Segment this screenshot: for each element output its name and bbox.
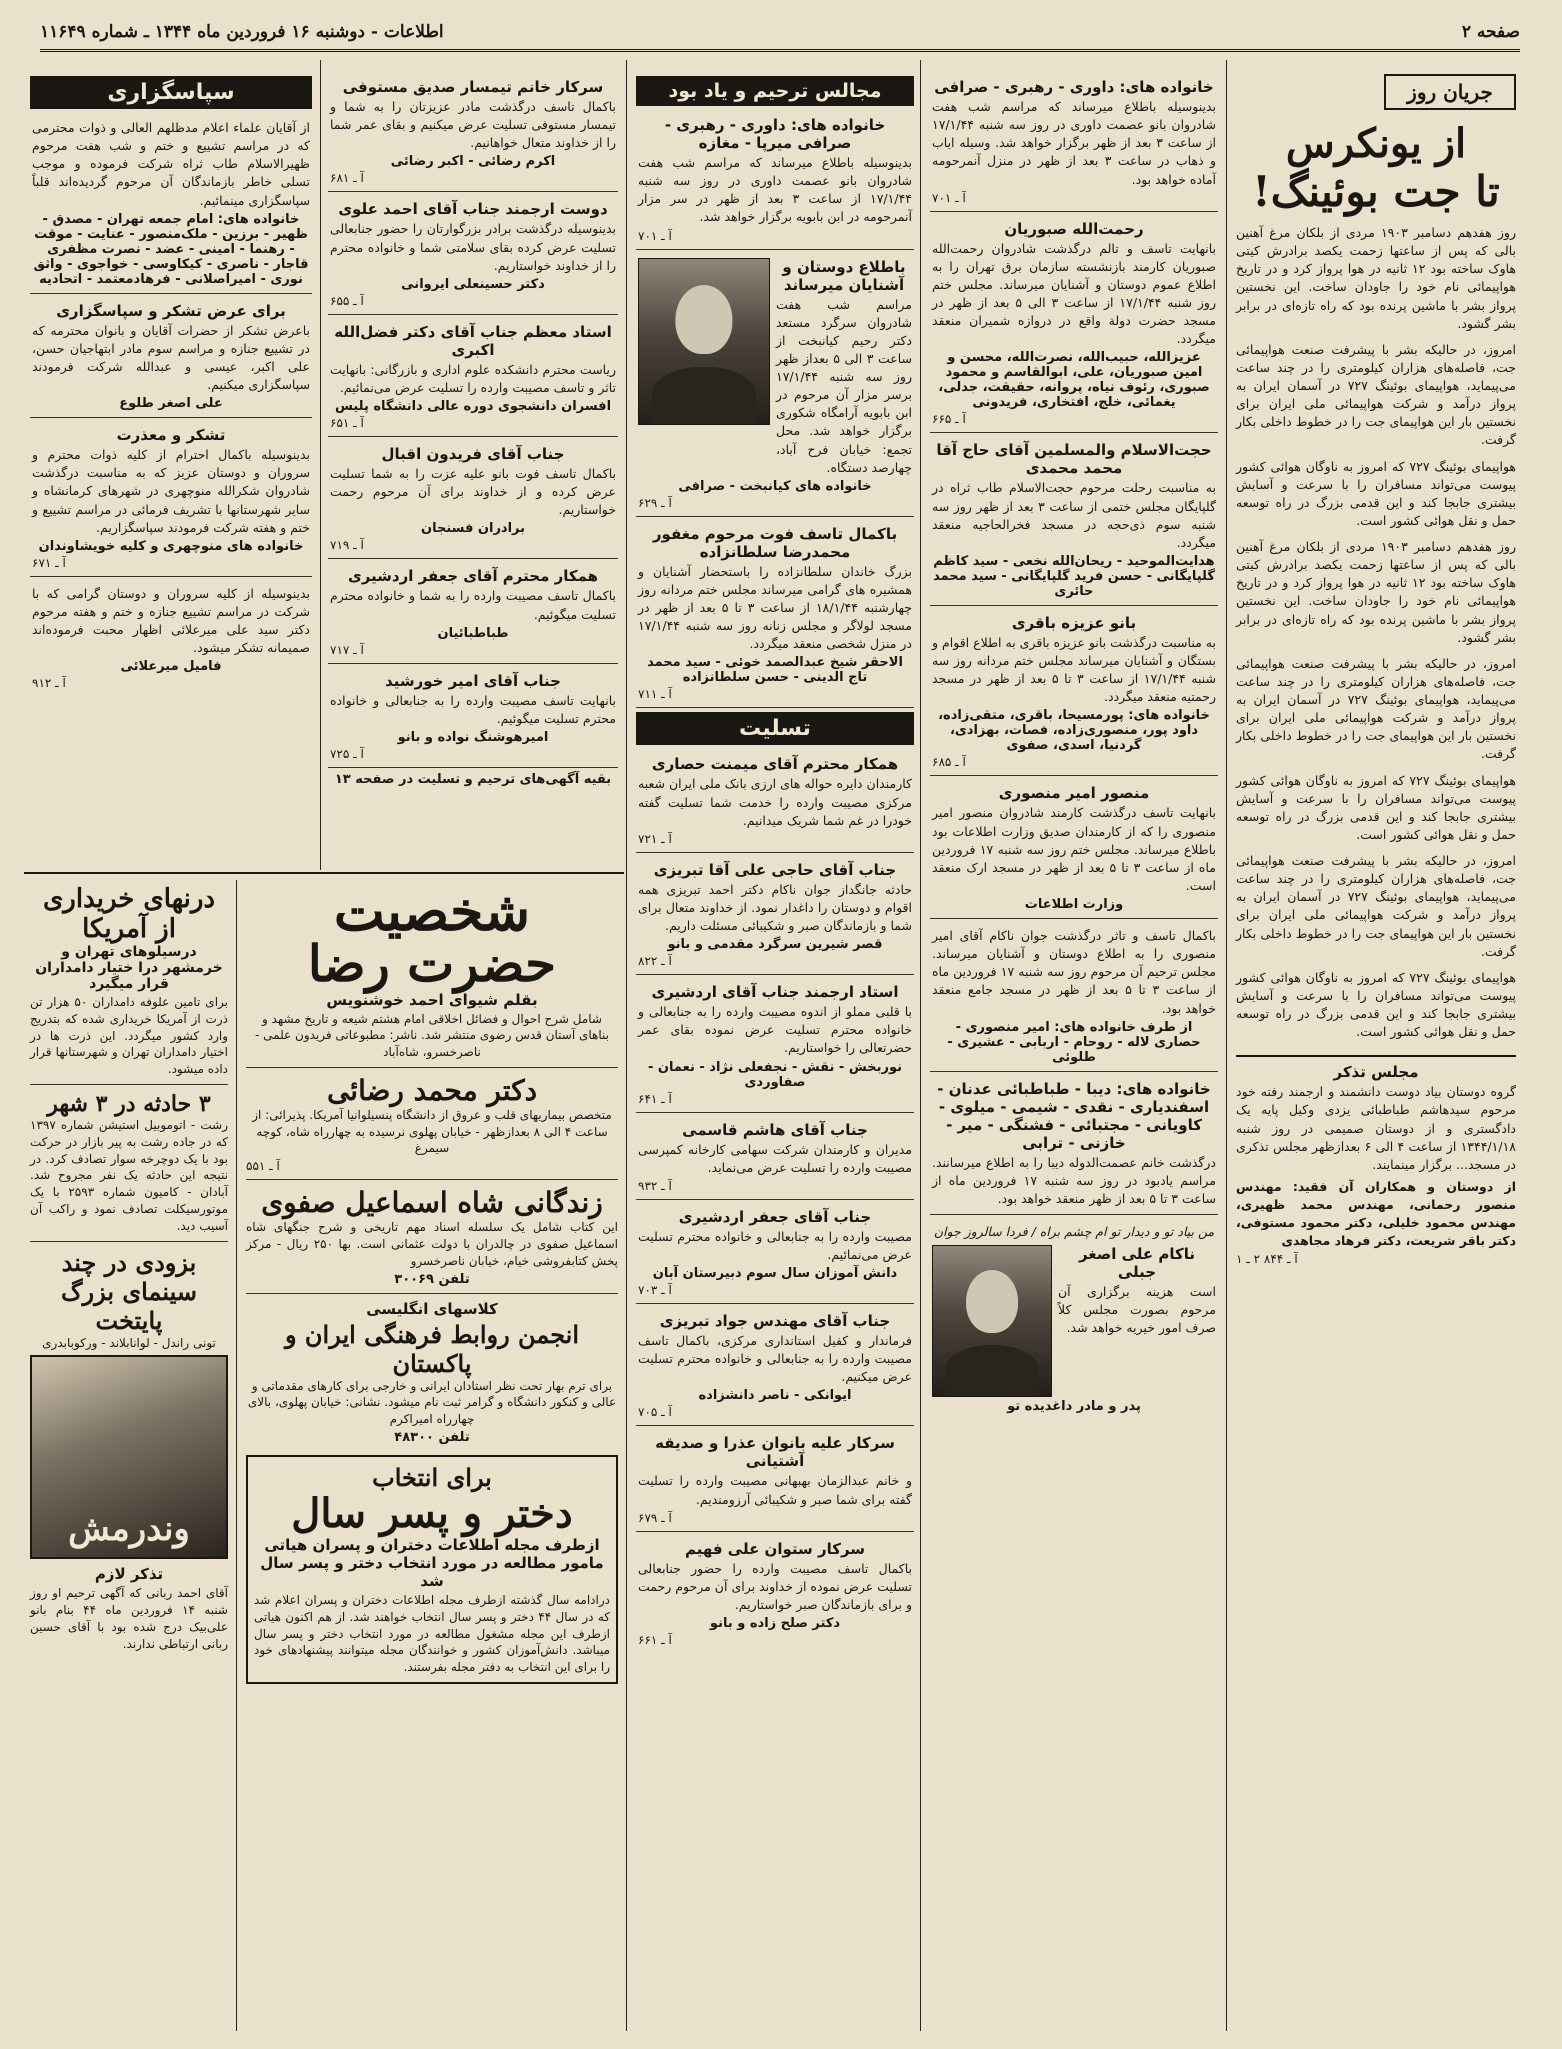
notice-signature: فامیل میرعلائی [120,659,222,675]
poster-title: وندرمش [68,1509,190,1550]
ad-code: آ ـ ۸۴۴ ۲ ـ ۱ [1236,1252,1298,1267]
news-headline: درنهای خریداری [42,884,216,914]
notice-title: همکار محترم آقای میمنت حصاری [651,755,899,774]
news-subhead: درسیلوهای تهران و خرمشهر درا ختیار دامداران قرار میگیرد [35,944,223,992]
notice-body: مصیبت وارده را به جنابعالی و خانواده محترم تسلیت عرض می‌نمائیم. [638,1228,912,1262]
notice-body: باکمال تاسف مصیبت وارده را به شما و خانواده محترم تسلیت میگوئیم. [330,588,616,622]
column-rule [626,60,627,2031]
ad-code: آ ـ ۷۲۱ [638,831,672,846]
ad-subtitle: کلاسهای انگلیسی [366,1299,498,1318]
notice-title: استاد معظم جناب آقای دکتر فضل‌الله اکبری [334,322,612,359]
ad-code: آ ـ ۶۷۹ [638,1510,672,1525]
article-body: هواپیمای بوئینگ ۷۲۷ که امروز به ناوگان هوائی کشور پیوست می‌تواند مسافران را با سرعت و آسایش بیشتری جابجا کند و این قدمی بزرگ در راه توسعه حمل و نقل هوائی کشور است. [1236,772,1516,842]
cinema-headline: سینمای بزرگ [61,1276,197,1306]
notice-signature: دکتر حسینعلی ایروانی [401,276,545,292]
ad-title: دختر و پسر سال [291,1490,573,1538]
notice-signature: ایوانکی - ناصر دانشزاده [698,1388,852,1404]
notice-body: و خانم عبدالزمان بهبهانی مصیبت وارده را تسلیت گفته برای شما صبر و شکیبائی آرزومندیم. [638,1473,912,1507]
notice [930,610,1218,777]
notice-body: بدینوسیله باطلاع میرساند که مراسم شب هفت شادروان بانو عصمت داوری در روز سه شنبه ۱۷/۱/۴۴ از ساعت ۳ بعد از ظهر در سر مزار آنمرحومه در ابن بابویه برگزار خواهد شد. [638,155,912,225]
ad-title: انجمن روابط فرهنگی ایران و پاکستان [284,1319,580,1378]
doctor-name: دکتر محمد رضائی [326,1073,538,1107]
column-mourning-right [924,70,1224,2031]
notice-body: مدیران و کارمندان شرکت سهامی کارخانه کمپرسی مصیبت وارده را تسلیت عرض می‌نماید. [638,1141,912,1175]
notice-title: تشکر و معذرت [116,426,226,445]
ad-code: آ ـ ۶۶۱ [638,1633,672,1647]
notice-signature: الاحقر شیخ عبدالصمد خوئی - سید محمد تاج الدینی - حسن سلطانزاده [647,655,903,686]
ad-code: آ ـ ۶۸۵ [932,755,966,770]
notice [930,923,1218,1072]
notice-body: مراسم شب هفت شادروان سرگرد مستعد دکتر رحیم کیانبخت از ساعت ۳ الی ۵ بعداز ظهر روز سه شنبه ۱۷/۱/۴۴ برسر مزار آن مرحوم در ابن بابویه آرامگاه شکوری برگزار خواهد شد. محل تجمع: خیابان فرح آباد، چهارصد دستگاه. [776,296,912,475]
notice-title: خانواده های: دیبا - طباطبائی عدنان - اسفندیاری - نقدی - شیمی - میلوی - کاویانی - مجتبائی - فشنگی - میر - خازنی - ترابی [937,1079,1211,1152]
thanks-notice [30,581,312,697]
ad-code: آ ـ ۶۲۹ [638,495,672,510]
ad-code: آ ـ ۹۳۲ [638,1178,672,1193]
notice-signature: خانواده های: امام جمعه تهران - مصدق - ظهیر - برزین - ملک‌منصور - عنایت - موقت - رهنما - امینی - عضد - نصرت مظفری قاجار - ناصری - کیکاوسی - خواجوی - واثق نوری - امیراصلانی - فرهادمعتمد - اتحادیه [33,211,309,287]
notice-body: باکمال تاسف فوت بانو علیه عزت را به شما تسلیت عرض کرده و از خداوند برای آن مرحوم رحمت خواستاریم. [330,466,616,518]
notice-title: منصور امیر منصوری [998,784,1150,803]
headline-part-a: از یونکرس [1285,120,1467,167]
notice-body: بانهایت تاسف و تالم درگذشت شادروان رحمت‌الله صبوریان کارمند بازنشسته سازمان برق تهران را به اطلاع عموم دوستان و آشنایان میرساند. مجلس ختم روز شنبه ۱۷/۱/۴۴ از ساعت ۳ الی ۵ بعد از ظهر در مسجد حضرت دولة واقع در دروازه شمیران منعقد میگردد. [932,240,1216,347]
portrait-photo [638,258,770,425]
notice-title: سرکار خانم تیمسار صدیق مستوفی [342,78,604,96]
notice-body: بدینوسیله از کلیه سروران و دوستان گرامی که با شرکت در مراسم تشییع جنازه و ختم و هفته مرحوم دکتر سید علی میرعلائی اظهار محبت فرموده‌اند صمیمانه تشکر میشود. [32,585,310,656]
notice [930,74,1218,212]
ad-code: آ ـ ۶۷۱ [32,555,66,570]
cinema-poster [30,1355,228,1559]
section-banner: تسلیت [636,712,914,745]
column-rule [320,60,321,870]
book-description: شامل شرح احوال و فضائل اخلاقی امام هشتم شیعه و تاریخ مشهد و بناهای آستان قدس رضوی منتشر شد. ناشر: مطبوعاتی فریدون علمی - ناصرخسرو، شاه‌آباد [246,1011,618,1068]
notice-body: فرماندار و کفیل استانداری مرکزی، باکمال تاسف مصیبت وارده را به جنابعالی و خانواده محترم تسلیت عرض میکنیم. [638,1333,912,1385]
notice [636,112,914,250]
notice-signature: خانواده های منوچهری و کلیه خویشاوندان [38,538,304,554]
notice-signature: خانواده های: پورمسیحا، باقری، متقی‌زاده، داود پور، منصوری‌زاده، فصات، بهزادی، گردنیا، اسدی، صفوی [938,708,1210,754]
notice-signature: دانش آموزان سال سوم دبیرستان آبان [652,1266,898,1281]
notice-body: باکمال تاسف مصیبت وارده را حضور جنابعالی تسلیت عرض نموده از خداوند برای آن مرحوم رحمت و برای بازماندگان صبر خواستاریم. [638,1560,912,1612]
notice-title: سرکار علیه بانوان عذرا و صدیقه آشتیانی [655,1434,895,1471]
condolence [328,319,618,437]
notice-body: درگذشت خانم عصمت‌الدوله دیبا را به اطلاع میرسانند. مراسم یادبود در روز سه شنبه ۱۷ فروردین ماه از ساعت ۳ تا ۵ بعد از ظهر منعقد خواهد بود. [932,1154,1216,1206]
book-title: حضرت رضا [307,934,557,993]
notice-body: باعرض تشکر از حضرات آقایان و بانوان محترمه که در تشییع جنازه و مراسم سوم مادر ابتهاجیان حسن، علی اکبر، عیسی و عبدالله شرکت فرمودند سپاسگزاری میکنیم. [32,322,310,392]
notice-signature: وزارت اطلاعات [1024,897,1124,912]
article-body: روز هفدهم دسامبر ۱۹۰۳ مردی از بلکان مرغ آهنین بالی که پس از ساعتها زحمت یکصد برادرش کیتی هاوک ساخته بود ۱۲ ثانیه در هوا پرواز کرد و در تاریخ هواپیمائی نام خود را جاودان ساخت. این نخستین پرواز بشر با ماشین پرنده بود که راه تازه‌ای در برابر بشر گشود. [1236,539,1517,645]
condolence [636,751,914,852]
ad-description: برای ترم بهار تحت نظر استادان ایرانی و خارجی برای کارهای مقدماتی و عالی و کنکور دانشگاه و گرامر ثبت نام میشود. نشانی: خیابان پهلوی، بالای چهارراه امیراکرم [247,1378,617,1427]
condolence [636,979,914,1112]
notice-signature: خانواده های کیانبخت - صرافی [678,478,872,494]
notice-title: جناب آقای جعفر اردشیری [678,1207,872,1226]
notice-body: گروه دوستان بیاد دوست دانشمند و ارجمند رفته خود مرحوم سیدهاشم طباطبائی یزدی وکیل پایه یک دادگستری و از دوستان صمیمی در روز شنبه ۱۳۴۴/۱/۱۸ از ساعت ۴ الی ۶ بعدازظهر مجلس تذکری در مسجد... برگزار مینمایند. [1236,1084,1516,1172]
article-body: هواپیمای بوئینگ ۷۲۷ که امروز به ناوگان هوائی کشور پیوست می‌تواند مسافران را با سرعت و آسایش بیشتری جابجا کند و این قدمی بزرگ در راه توسعه حمل و نقل هوائی کشور است. [1236,969,1516,1040]
ad-code: آ ـ ۷۱۹ [330,538,364,553]
condolence [328,196,618,314]
notice-body: باکمال تاسف درگذشت مادر عزیزتان را به شما و تیمسار مستوفی تسلیت عرض میکنیم و بقای عمر شما را از خداوند متعال خواهانیم. [330,99,616,151]
ad-description: درادامه سال گذشته ازطرف مجله اطلاعات دختران و پسران اعلام شد که در سال ۴۴ دختر و پسر سال انتخاب خواهند شد. از هم اکنون هیاتی ازطرف این مجله مشغول مطالعه در مورد انتخاب دختر و پسر سال میباشد. دانش‌آموزان کشور و خوانندگان مجله میتوانند پیشنهادهای خود را برای این انتخاب به دفتر مجله بفرستند. [254,1593,610,1675]
notice-title: حجت‌الاسلام والمسلمین آقای حاج آقا محمد محمدی [936,441,1212,478]
article-body: هواپیمای بوئینگ ۷۲۷ که امروز به ناوگان هوائی کشور پیوست می‌تواند مسافران را با سرعت و آسایش بیشتری جابجا کند و این قدمی بزرگ در راه توسعه حمل و نقل هوائی کشور است. [1236,458,1516,528]
ad-code: آ ـ ۷۰۵ [638,1405,672,1420]
cinema-cast: تونی راندل - لوانابلاند - ورکوبا‌بدری [42,1335,216,1350]
condolence [328,441,618,559]
condolence [328,74,618,192]
thanks-notice [30,298,312,419]
notice-title: استاد ارجمند جناب آقای اردشیری [651,983,899,1002]
notice-signature: اکرم رضائی - اکبر رضائی [390,154,556,170]
notice-title: بانو عزیزه باقری [1011,613,1137,632]
column-rule [1226,60,1227,2031]
article-body: امروز، در حالیکه بشر با پیشرفت صنعت هواپیمائی جت، فاصله‌های هزاران کیلومتری را در چند ساعت می‌پیماید، هواپیمای بوئینگ ۷۲۷ در آسمان ایران به پرواز درآمد و شرکت هواپیمائی ملی ایران برای نخستین بار این هواپیمای جت را در خطوط داخلی بکار گرفت. [1236,853,1517,959]
column-mourning-center [630,70,920,2031]
ad-code: آ ـ ۶۴۱ [638,1091,672,1106]
notice-body: از آقایان علماء اعلام مدظلهم العالی و ذوات محترمی که در مراسم تشییع و ختم و شب هفت مرحوم ظهیرالاسلام طاب ثراه شرکت فرموده و موجب تسلی خاطر بازماندگان آن مرحوم گردیده‌اند قلباً سپاسگزاری مینمائیم. [32,120,310,208]
notice-title: برای عرض تشکر و سپاسگزاری [56,301,286,320]
news-headline: ۳ حادثه در ۳ شهر [47,1090,211,1117]
condolence [636,1204,914,1304]
election-ad [246,1455,618,1684]
article-body: روز هفدهم دسامبر ۱۹۰۳ مردی از بلکان مرغ آهنین بالی که پس از ساعتها زحمت یکصد برادرش کیتی هاوک ساخته بود ۱۲ ثانیه در هوا پرواز کرد و در تاریخ هواپیمائی نام خود را جاودان ساخت. این نخستین پرواز بشر با ماشین پرنده بود که راه تازه‌ای در برابر بشر گشود. [1236,225,1517,331]
notice-title: باکمال تاسف فوت مرحوم مغفور محمدرضا سلطانزاده [652,524,898,561]
notice-signature: هدایت‌الموحید - ریحان‌الله نخعی - سید کاظم گلپایگانی - حسن فرید گلپایگانی - سید محمد حائری [933,553,1215,599]
notice-with-photo [636,254,914,517]
notice-title: خانواده های: داوری - رهبری - صرافی [934,78,1214,96]
ad-code: آ ـ ۶۵۵ [330,293,364,308]
news-body: برای تامین علوفه دامداران ۵۰ هزار تن ذرت از آمریکا خریداری شده که بتدریج وارد کشور میگردد. این ذرت ها در اختیار دامداران تهران و شهرستانها قرار داده میشود. [30,994,228,1085]
ad-code: آ ـ ۵۵۱ [246,1159,618,1180]
article-body: امروز، در حالیکه بشر با پیشرفت صنعت هواپیمائی جت، فاصله‌های هزاران کیلومتری را در چند ساعت می‌پیماید، هواپیمای بوئینگ ۷۲۷ در آسمان ایران به پرواز درآمد و شرکت هواپیمائی ملی ایران برای نخستین بار این هواپیمای جت را در خطوط داخلی بکار گرفت. [1236,655,1517,762]
masthead [40,14,1520,52]
notice-body: کارمندان دایره حواله های ارزی بانک ملی ایران شعبه مرکزی مصیبت وارده را خدمت شما تسلیت گفته خودرا در غم شما شریک میدانیم. [638,776,912,828]
notice-title: تذکر لازم [94,1565,164,1584]
ad-code: آ ـ ۶۵۱ [330,416,364,430]
column-news-left [24,880,234,2031]
ads-block [240,880,624,2031]
notice-title: خانواده های: داوری - رهبری - صرافی میرپا - مغازه [664,116,886,152]
ad-code: آ ـ ۷۱۱ [638,687,672,702]
notice-body: به مناسبت رحلت مرحوم حجت‌الاسلام طاب ثراه در گلپایگان مجلس ختمی از ساعت ۳ بعد از ظهر روز سه شنبه سوم ذی‌حجه در مسجد فخرالحاجیه منعقد میگردد. [932,480,1217,550]
doctor-description: متخصص بیماریهای قلب و عروق از دانشگاه پنسیلوانیا آمریکا. پذیرائی: از ساعت ۴ الی ۸ بعدازظهر - خیابان پهلوی نرسیده به چهارراه شاه، کوچه سیمرغ [252,1107,612,1156]
notice [930,1076,1218,1215]
portrait-photo [932,1245,1052,1397]
notice-signature: عزیزالله، حبیب‌الله، نصرت‌الله، محسن و امین صبوریان، علی، ابوالقاسم و محمود صبوری، رئوف نیاه، پروانه، حقیقت، جدلی، یغمائی، خلج، افتخاری، فریدونی [938,350,1210,411]
column-rule [920,60,921,2031]
cinema-headline: بزودی در چند [61,1247,197,1277]
book-title: شخصیت [333,880,531,943]
notice-signatories: از دوستان و همکاران آن فقید: مهندس منصور رحمانی، مهندس محمد ظهیری، مهندس محمود خلیلی، دکتر محمود مستوفی، دکتر باقر شریعت، دکتر فرهاد مجاهدی [1236,1178,1516,1249]
ad-code: آ ـ ۷۱۷ [330,642,364,657]
news-body: رشت - اتوموبیل استیشن شماره ۱۳۹۷ که در جاده رشت به پیر بازار در حرکت بود با یک دوچرخه سوار تصادف کرد. در نتیجه این حادثه یک نفر مجروح شد. آبادان - کامیون شماره ۲۵۹۳ با یک موتورسیکلت تصادف نمود و راکب آن آسیب دید. [30,1117,228,1242]
notice [930,216,1218,434]
ad-code: آ ـ ۷۰۳ [638,1283,672,1297]
ad-code: آ ـ ۸۲۲ [638,954,672,969]
notice-body: بانهایت تاسف مصیبت وارده را به جنابعالی و خانواده محترم تسلیت میگوئیم. [330,692,616,726]
page-number: صفحه ۲ [1461,21,1520,42]
issue-line: اطلاعات - دوشنبه ۱۶ فروردین ماه ۱۳۴۴ ـ شماره ۱۱۶۴۹ [40,21,444,42]
notice-title: جناب آقای حاجی علی آقا تبریزی [653,860,897,879]
notice-title: مجلس تذکر [1333,1063,1419,1082]
notice [930,780,1218,919]
notice-body: آقای احمد ربانی که آگهی ترحیم او روز شنبه ۱۴ فروردین ماه ۴۴ بنام بانو علی‌بیک درج شده بود با آقای حسین ربانی ارتباطی ندارند. [30,1586,228,1651]
notice-title: رحمت‌الله صبوریان [1004,219,1144,238]
poem-line: من بیاد تو و دیدار تو ام چشم براه / فردا سالروز جوان [933,1224,1215,1239]
thanks-notice [30,422,312,577]
phone-number: تلفن ۴۸۳۰۰ [394,1430,470,1446]
ad-code: آ ـ ۷۰۱ [638,228,672,243]
notice-title: جناب آقای هاشم قاسمی [682,1120,868,1139]
notice [636,521,914,709]
section-banner: سپاسگزاری [30,76,312,109]
notice-signature: برادران فسنجان [420,521,526,537]
notice-body: بدینوسیله باطلاع میرساند که مراسم شب هفت شادروان بانو عصمت داوری در روز سه شنبه ۱۷/۱/۴۴ از ساعت ۳ بعد از ظهر برگزار خواهد شد. وسیله ایاب و ذهاب در ساعت ۳ بعد از ظهر در منزل آنمرحومه آماده خواهد بود. [932,99,1216,187]
cinema-headline: پایتخت [95,1305,163,1335]
condolence [328,563,618,663]
notice-signature: پدر و مادر داغدیده تو [1007,1399,1141,1415]
ad-title: برای انتخاب [372,1463,492,1493]
notice-body: بانهایت تاسف درگذشت کارمند شادروان منصور امیر منصوری را که از کارمندان صدیق وزارت اطلاعات بود باطلاع میرساند. مجلس ختم روز سه شنبه ۱۷ فروردین ماه از ساعت ۳ تا ۵ بعد از ظهر در مسجد ارک منعقد است. [932,805,1216,893]
phone-number: تلفن ۳۰۰۶۹ [246,1272,618,1294]
condolence [328,668,618,768]
notice-body: با قلبی مملو از اندوه مصیبت وارده را به جنابعالی و خانواده محترم تسلیت عرض نموده بقای عمر حضرتعالی را خواستاریم. [638,1004,912,1056]
notice-signature: علی اصغر طلوع [119,396,223,412]
notice-body: حادثه جانگداز جوان ناکام دکتر احمد تبریزی همه اقوام و دوستان را داغدار نمود. از خداوند متعال برای شما و بازماندگان صبر و شکیبائی مسئلت داریم. [638,881,912,933]
notice-body: بدینوسیله باکمال احترام از کلیه ذوات محترم و سروران و دوستان عزیز که به مناسبت درگذشت شادروان شکرالله منوچهری در شهرهای کرمانشاه و سایر شهرستانها با تشریف فرمائی در مراسم تشییع و ختم و هفته شرکت فرمودند سپاسگزاریم. [32,447,310,535]
condolence [636,857,914,975]
notice-title: جناب آقای امیر خورشید [385,671,561,690]
ad-code: آ ـ ۷۲۵ [330,746,364,761]
section-box-title: جریان روز [1384,74,1516,110]
notice-title: همکار محترم آقای جعفر اردشیری [347,567,599,586]
news-headline: از آمریکا [82,914,176,944]
notice [930,437,1218,606]
column-condolence-left [322,70,624,870]
thanks-notice [30,115,312,294]
ad-subtitle: ازطرف مجله اطلاعات دختران و پسران هیاتی مامور مطالعه در مورد انتخاب دختر و پسر سال شد [260,1536,604,1591]
notice-title: دوست ارجمند جناب آقای احمد علوی [338,200,608,219]
notice-body: باکمال تاسف و تاثر درگذشت جوان ناکام آقای امیر منصوری را به اطلاع دوستان و آشنایان میرساند. مجلس ترحیم آن مرحوم روز سه شنبه ۱۷ فروردین ماه از ساعت ۳ تا ۵ بعد از ظهر در مسجد جامع منعقد خواهد بود. [932,928,1217,1016]
book-author: بقلم شیوای احمد خوشنویس [326,990,538,1009]
notice-title: سرکار ستوان علی فهیم [684,1539,866,1558]
ad-code: آ ـ ۹۱۲ [32,676,66,691]
notice-body: بدینوسیله درگذشت برادر بزرگوارتان را حضور جنابعالی تسلیت عرض کرده بقای سلامتی شما و خانواده محترم را از خداوند خواستاریم. [330,221,616,273]
notice-title: باطلاع دوستان و آشنایان میرساند [782,257,906,294]
condolence [636,1308,914,1426]
article-body: امروز، در حالیکه بشر با پیشرفت صنعت هواپیمائی جت، فاصله‌های هزاران کیلومتری را در چند ساعت می‌پیماید، هواپیمای بوئینگ ۷۲۷ در آسمان ایران به پرواز درآمد و شرکت هواپیمائی ملی ایران برای نخستین بار این هواپیمای جت را در خطوط داخلی بکار گرفت. [1236,341,1517,448]
notice-body: ریاست محترم دانشکده علوم اداری و بازرگانی: بانهایت تاثر و تاسف مصیبت وارده را تسلیت عرض می‌نمائیم. [330,361,616,395]
book-description: این کتاب شامل یک سلسله اسناد مهم تاریخی و شرح جنگهای شاه اسماعیل صفوی در چالدران با دولت عثمانی است. بها ۲۵۰ ریال - مرکز پخش کتابفروشی خیام، خیابان ناصرخسرو [246,1220,619,1268]
notice-title: ناکام علی اصغر جبلی [1078,1245,1196,1282]
column-thanks [24,70,318,870]
continued-note: بقیه آگهی‌های ترحیم و تسلیت در صفحه ۱۳ [334,771,612,787]
notice-signature: قصر شیرین سرگرد مقدمی و بانو [667,937,883,953]
notice-with-photo [930,1219,1218,1420]
notice-signature: از طرف خانواده های: امیر منصوری - حصاری لاله - روحام - اربابی - عشیری - طلوئی [947,1019,1201,1065]
notice-title: جناب آقای مهندس جواد تبریزی [659,1312,891,1330]
ad-code: آ ـ ۶۶۵ [932,412,966,427]
column-current-events [1230,70,1522,2031]
section-banner: مجالس ترحیم و یاد بود [636,76,914,106]
book-title: زندگانی شاه اسماعیل صفوی [261,1186,603,1220]
column-rule [236,880,237,2031]
horizontal-rule [24,872,624,874]
condolence [636,1430,914,1531]
notice-signature: افسران دانشجوی دوره عالی دانشگاه پلیس [334,399,612,414]
notice-body: بزرگ خاندان سلطانزاده را باستحضار آشنایان و همشیره های گرامی میرساند مجلس ختم مردانه روز چهارشنبه ۱۸/۱/۴۴ از ساعت ۳ تا ۵ بعد از ظهر در مسجد لولاگر و مجلس زنانه روز سه شنبه ۱۷/۱/۴۴ در منزل شخصی منعقد میگردد. [638,563,912,652]
memorial-notice [1236,1055,1516,1266]
notice-signature: نوربخش - نقش - نجفعلی نژاد - نعمان - صفاوردی [648,1059,902,1090]
notice-signature: دکتر صلح زاده و بانو [709,1616,841,1631]
notice-body: است هزینه برگزاری آن مرحوم بصورت مجلس کلاً صرف امور خیریه خواهد شد. [1058,1284,1216,1336]
notice-body: به مناسبت درگذشت بانو عزیزه باقری به اطلاع اقوام و بستگان و آشنایان میرساند مجلس ختم مردانه روز سه شنبه ۱۷/۱/۴۴ از ساعت ۳ تا ۵ بعد از ظهر در مسجد رحمتیه منعقد میگردد. [932,634,1217,705]
ad-code: آ ـ ۶۸۱ [330,171,364,186]
ad-code: آ ـ ۷۰۱ [932,190,966,205]
notice-signature: امیرهوشنگ نواده و بانو [397,729,549,745]
condolence [636,1536,914,1653]
notice-title: جناب آقای فریدون اقبال [381,445,565,463]
condolence [636,1117,914,1200]
notice-signature: طباطبائیان [437,625,509,641]
headline-part-b: تا جت بوئینگ! [1252,167,1500,216]
